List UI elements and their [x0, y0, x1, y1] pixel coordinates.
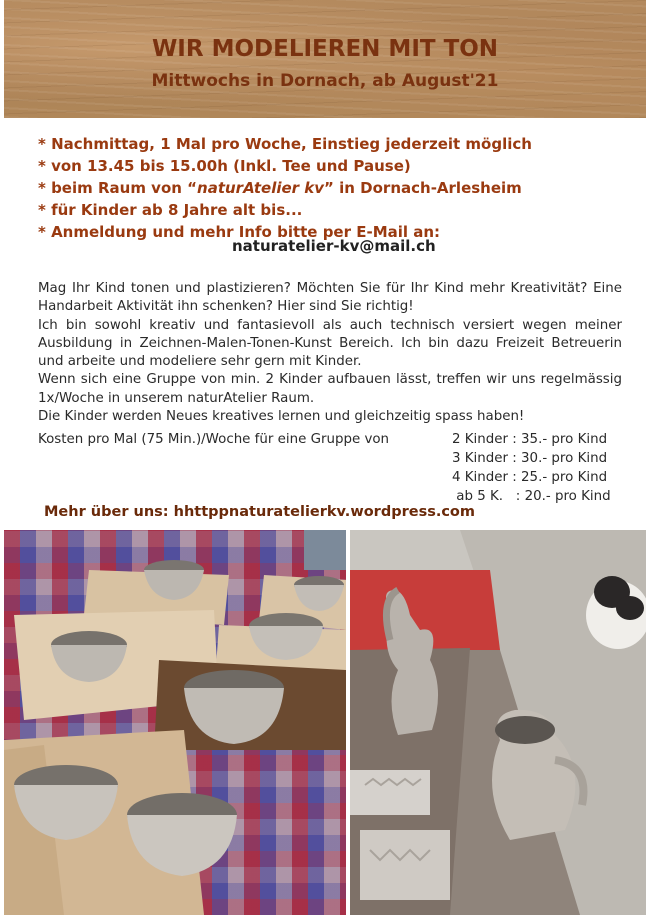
- bullet-age: * für Kinder ab 8 Jahre alt bis...: [38, 201, 303, 219]
- description-paragraph: Mag Ihr Kind tonen und plastizieren? Möchten Sie für Ihr Kind mehr Kreativität? Eine Handarbeit Aktivität ihn schenken? Hier sind Sie richtig!: [38, 281, 622, 315]
- price-list: [38, 430, 622, 506]
- bullet-time: * von 13.45 bis 15.00h (Inkl. Tee und Pause): [38, 157, 411, 175]
- description-paragraph: Die Kinder werden Neues kreatives lernen und gleichzeitig spass haben!: [38, 409, 525, 425]
- description-paragraph: Wenn sich eine Gruppe von min. 2 Kinder aufbauen lässt, treffen wir uns regelmässig 1x/Woche in unserem naturAtelier Raum.: [38, 372, 622, 406]
- website-link[interactable]: Mehr über uns: hhttppnaturatelierkv.wordpress.com: [44, 504, 476, 520]
- price-item: ab 5 K. : 20.- pro Kind: [452, 489, 611, 504]
- contact-email[interactable]: naturatelier-kv@mail.ch: [232, 237, 436, 255]
- bullet-location: * beim Raum von “naturAtelier kv” in Dornach-Arlesheim: [38, 179, 522, 197]
- clay-jugs-illustration: [350, 530, 646, 915]
- bullet-schedule: * Nachmittag, 1 Mal pro Woche, Einstieg jederzeit möglich: [38, 135, 532, 153]
- price-intro: Kosten pro Mal (75 Min.)/Woche für eine Gruppe von: [38, 432, 390, 447]
- price-item: 4 Kinder : 25.- pro Kind: [452, 470, 608, 485]
- description: [38, 280, 622, 426]
- photo-clay-bowls: [4, 530, 346, 915]
- clay-bowls-illustration: [4, 530, 346, 915]
- description-paragraph: Ich bin sowohl kreativ und fantasievoll als auch technisch versiert wegen meiner Ausbildung in Zeichnen-Malen-Tonen-Kunst Bereich. Ich bin dazu Freizeit Betreuerin und arbeite und modeliere sehr gern mit Kinder.: [38, 317, 622, 370]
- atelier-name: naturAtelier kv: [197, 179, 325, 197]
- price-item: 2 Kinder : 35.- pro Kind: [452, 432, 608, 447]
- bullet-registration: * Anmeldung und mehr Info bitte per E-Mail an:: [38, 223, 441, 241]
- page-subtitle: Mittwochs in Dornach, ab August'21: [151, 71, 499, 91]
- info-bullets: [38, 133, 628, 243]
- page-title: WIR MODELIEREN MIT TON: [151, 36, 499, 62]
- photo-clay-jugs: [350, 530, 646, 915]
- price-item: 3 Kinder : 30.- pro Kind: [452, 451, 608, 466]
- header-banner: [4, 0, 646, 118]
